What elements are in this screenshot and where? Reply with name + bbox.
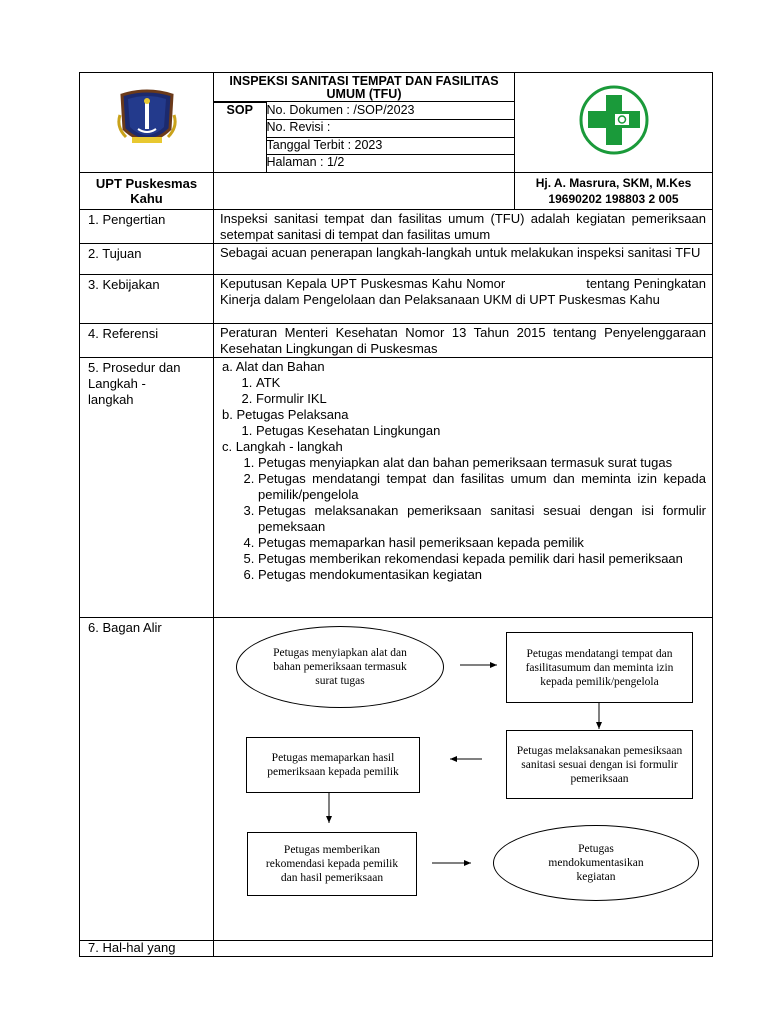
unit-name: UPT Puskesmas Kahu [80,173,214,210]
prosedur-content [214,358,713,618]
flow-node-5: Petugas memberikan rekomendasi kepada pemilik dan hasil pemeriksaan [247,832,417,896]
list-item: 2. Formulir IKL [256,391,706,407]
list-item: 2. Petugas mendatangi tempat dan fasilitas umum dan meminta izin kepada pemilik/pengelola [258,471,706,503]
list-item: 5. Petugas memberikan rekomendasi kepada pemilik dari hasil pemeriksaan [258,551,706,567]
sop-table [79,72,713,957]
langkah-list [222,455,706,583]
text-hal [214,941,713,957]
page-number: Halaman : 1/2 [266,155,514,172]
document-title: INSPEKSI SANITASI TEMPAT DAN FASILITAS UMUM (TFU) [214,73,514,102]
title-block [214,73,515,173]
issue-date: Tanggal Terbit : 2023 [266,137,514,154]
list-item: 1. Petugas menyiapkan alat dan bahan pemeriksaan termasuk surat tugas [258,455,706,471]
right-logo-cell [515,73,713,173]
text-kebijakan: Keputusan Kepala UPT Puskesmas Kahu Nomor tentang Peningkatan Kinerja dalam Pengelolaan dan Pelaksanaan UKM di UPT Puskesmas Kahu [214,275,713,324]
blank-header-cell [214,173,515,210]
alat-bahan-list [222,375,706,407]
label-hal: 7. Hal-hal yang [80,941,214,957]
signer-nip: 19690202 198803 2 005 [548,192,679,206]
flow-node-3: Petugas melaksanakan pemesiksaan sanitasi sesuai dengan isi formulir pemeriksaan [506,730,693,799]
regional-emblem-icon [114,89,180,151]
flow-node-1: Petugas menyiapkan alat dan bahan pemeriksaan termasuk surat tugas [236,626,444,708]
label-bagan: 6. Bagan Alir [80,618,214,941]
list-item: 1. Petugas Kesehatan Lingkungan [256,423,706,439]
puskesmas-logo-icon [577,85,651,155]
sop-document [79,72,712,957]
signer-block [515,173,713,210]
flow-node-6: Petugas mendokumentasikan kegiatan [493,825,699,901]
list-item: 3. Petugas melaksanakan pemeriksaan sanitasi sesuai dengan isi formulir pemeksaan [258,503,706,535]
list-item: 1. ATK [256,375,706,391]
revision-number: No. Revisi : [266,120,514,137]
list-item: 6. Petugas mendokumentasikan kegiatan [258,567,706,583]
list-item: 4. Petugas memaparkan hasil pemeriksaan kepada pemilik [258,535,706,551]
sop-label: SOP [214,103,266,173]
flow-node-4: Petugas memaparkan hasil pemeriksaan kepada pemilik [246,737,420,793]
label-prosedur: 5. Prosedur dan Langkah - langkah [80,358,214,618]
label-referensi: 4. Referensi [80,324,214,358]
text-pengertian: Inspeksi sanitasi tempat dan fasilitas umum (TFU) adalah kegiatan pemeriksaan setempat sanitasi di tempat dan fasilitas umum [214,210,713,244]
flowchart-cell [214,618,713,941]
langkah-title: c. Langkah - langkah [222,439,343,454]
petugas-list [222,423,706,439]
alat-bahan-title: a. Alat dan Bahan [222,359,325,374]
petugas-title: b. Petugas Pelaksana [222,407,349,422]
label-pengertian: 1. Pengertian [80,210,214,244]
label-kebijakan: 3. Kebijakan [80,275,214,324]
label-tujuan: 2. Tujuan [80,244,214,275]
text-referensi: Peraturan Menteri Kesehatan Nomor 13 Tahun 2015 tentang Penyelenggaraan Kesehatan Lingkungan di Puskesmas [214,324,713,358]
signer-name: Hj. A. Masrura, SKM, M.Kes [535,176,692,190]
text-tujuan: Sebagai acuan penerapan langkah-langkah untuk melakukan inspeksi sanitasi TFU [214,244,713,275]
doc-number: No. Dokumen : /SOP/2023 [266,103,514,120]
left-logo-cell [80,73,214,173]
flowchart [214,618,712,940]
flow-node-2: Petugas mendatangi tempat dan fasilitasumum dan meminta izin kepada pemilik/pengelola [506,632,693,703]
